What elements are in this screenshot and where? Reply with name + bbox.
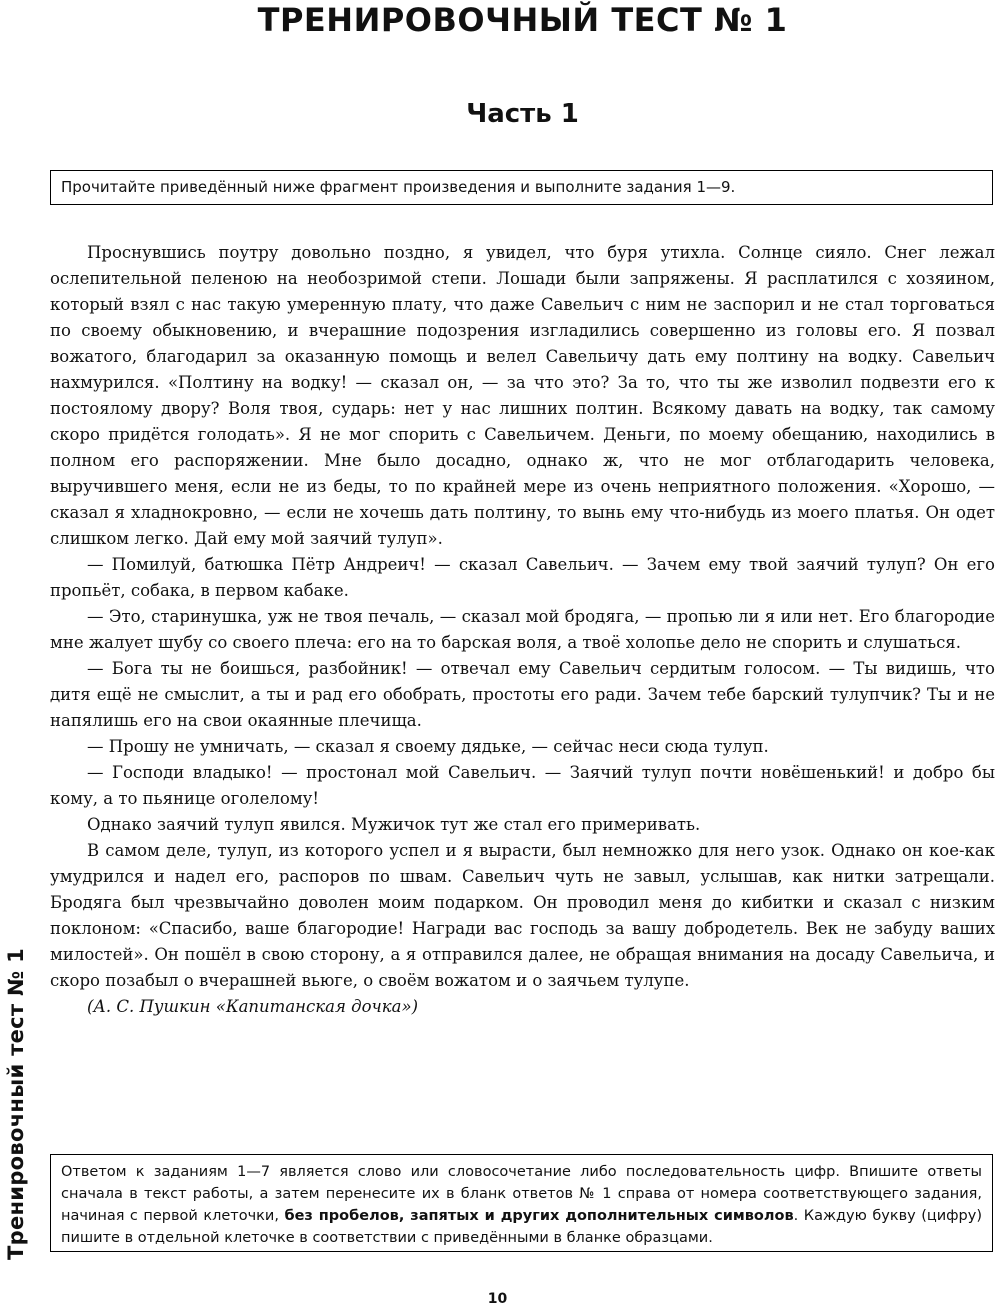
answer-instructions-text-end: . Каждую букву (цифру) пишите в отдельной клеточке в соответствии с приведёнными в бланке образцами.: [61, 1208, 983, 1246]
passage-paragraph: В самом деле, тулуп, из которого успел и я вырасти, был немножко для него узок. Однако он кое-как умудрился и надел его, распоров по швам. Савельич чуть не завыл, услышав, как нитки затрещали. Бродяга был чрезвычайно доволен моим подарком. Он проводил меня до кибитки и сказал с низким поклоном: «Спасибо, ваше благородие! Награди вас господь за вашу добродетель. Век не забуду ваших милостей». Он пошёл в свою сторону, а я отправился далее, не обращая внимания на досаду Савельича, и скоро позабыл о вчерашней вьюге, о своём вожатом и о заячьем тулупе.: [50, 841, 995, 990]
passage-paragraph: — Помилуй, батюшка Пётр Андреич! — сказал Савельич. — Зачем ему твой заячий тулуп? Он его пропьёт, собака, в первом кабаке.: [50, 555, 995, 600]
part-heading: Часть 1: [466, 99, 579, 129]
page-number: 10: [487, 1291, 508, 1307]
passage-paragraph: — Бога ты не боишься, разбойник! — отвечал ему Савельич сердитым голосом. — Ты видишь, что дитя ещё не смыслит, а ты и рад его обобрать, простоты его ради. Зачем тебе барский тулупчик? Ты и не напялишь его на свои окаянные плечища.: [50, 659, 995, 730]
passage-attribution: (А. С. Пушкин «Капитанская дочка»): [87, 997, 419, 1016]
reading-instruction-box: Прочитайте приведённый ниже фрагмент произведения и выполните задания 1—9.: [50, 170, 993, 205]
passage-paragraph: — Господи владыко! — простонал мой Савельич. — Заячий тулуп почти новёшенький! и добро бы кому, а то пьянице оголелому!: [50, 763, 995, 808]
page-title: ТРЕНИРОВОЧНЫЙ ТЕСТ № 1: [257, 1, 788, 39]
answer-instructions-bold: без пробелов, запятых и других дополнительных символов: [284, 1208, 794, 1224]
passage-paragraph: — Это, старинушка, уж не твоя печаль, — сказал мой бродяга, — пропью ли я или нет. Его благородие мне жалует шубу со своего плеча: его на то барская воля, а твоё холопье дело не спорить и слушаться.: [50, 607, 995, 652]
passage-paragraph: — Прошу не умничать, — сказал я своему дядьке, — сейчас неси сюда тулуп.: [87, 737, 769, 756]
passage-paragraph: Однако заячий тулуп явился. Мужичок тут же стал его примеривать.: [87, 815, 701, 834]
answer-instructions-text: Ответом к заданиям 1—7 является слово или словосочетание либо последовательность цифр. Впишите ответы сначала в текст работы, а затем перенесите их в бланк ответов № 1 справа от номера соответствующего задания, начиная с первой клеточки,: [61, 1164, 982, 1224]
side-test-label: Тренировочный тест № 1: [4, 947, 28, 1260]
passage-paragraph: Проснувшись поутру довольно поздно, я увидел, что буря утихла. Солнце сияло. Снег лежал ослепительной пеленою на необозримой степи. Лошади были запряжены. Я расплатился с хозяином, который взял с нас такую умеренную плату, что даже Савельич с ним не заспорил и не стал торговаться по своему обыкновению, и вчерашние подозрения изгладились совершенно из головы его. Я позвал вожатого, благодарил за оказанную помощь и велел Савельичу дать ему полтину на водку. Савельич нахмурился. «Полтину на водку! — сказал он, — за что это? За то, что ты же изволил подвезти его к постоялому двору? Воля твоя, сударь: нет у нас лишних полтин. Всякому давать на водку, так самому скоро придётся голодать». Я не мог спорить с Савельичем. Деньги, по моему обещанию, находились в полном его распоряжении. Мне было досадно, однако ж, что не мог отблагодарить человека, выручившего меня, если не из беды, то по крайней мере из очень неприятного положения. «Хорошо, — сказал я хладнокровно, — если не хочешь дать полтину, то вынь ему что-нибудь из моего платья. Он одет слишком легко. Дай ему мой заячий тулуп».: [50, 243, 995, 548]
literary-passage: [50, 240, 995, 1020]
answer-instructions-box: [50, 1154, 993, 1252]
